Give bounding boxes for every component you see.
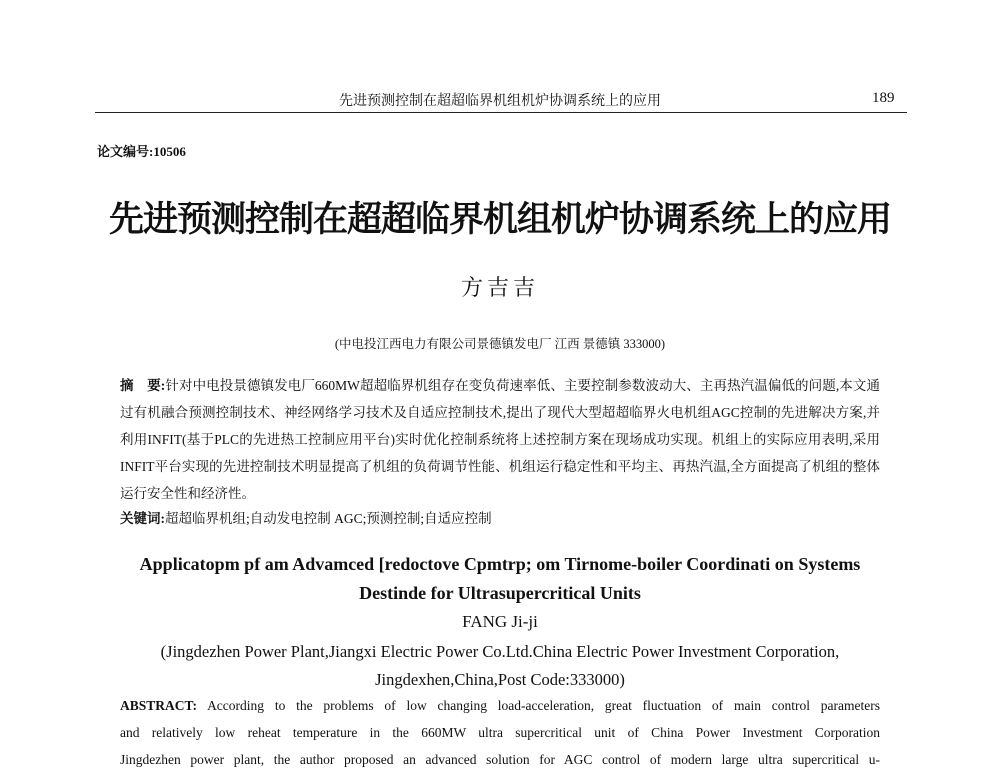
english-abstract-line [120, 692, 880, 719]
english-abstract-label: ABSTRACT: [120, 698, 198, 713]
page-number: 189 [872, 90, 895, 106]
english-affiliation-line: (Jingdezhen Power Plant,Jiangxi Electric Power Co.Ltd.China Electric Power Investment Corporation, [160, 642, 840, 661]
english-affiliation-line: Jingdexhen,China,Post Code:333000) [375, 670, 625, 689]
english-author: FANG Ji-ji [462, 612, 538, 631]
english-abstract-line: and relatively low reheat temperature in the 660MW ultra supercritical unit of China Power Investment Corporation [120, 725, 880, 740]
running-header-title: 先进预测控制在超超临界机组机炉协调系统上的应用 [339, 94, 661, 109]
english-abstract-line: Jingdezhen power plant, the author proposed an advanced solution for AGC control of modern large ultra supercritical u- [120, 752, 880, 767]
english-affiliation [110, 638, 890, 694]
abstract-text: 针对中电投景德镇发电厂660MW超超临界机组存在变负荷速率低、主要控制参数波动大、主再热汽温偏低的问题,本文通过有机融合预测控制技术、神经网络学习技术及自适应控制技术,提出了现代大型超超临界火电机组AGC控制的先进解决方案,并利用INFIT(基于PLC的先进热工控制应用平台)实时优化控制系统将上述控制方案在现场成功实现。机组上的实际应用表明,采用INFIT平台实现的先进控制技术明显提高了机组的负荷调节性能、机组运行稳定性和平均主、再热汽温,全方面提高了机组的整体运行安全性和经济性。 [120, 378, 880, 501]
paper-number: 论文编号:10506 [97, 144, 186, 159]
abstract-label: 摘 要: [120, 378, 166, 393]
keywords-label: 关键词: [120, 511, 165, 526]
english-title-line: Destinde for Ultrasupercritical Units [359, 583, 641, 603]
affiliation: (中电投江西电力有限公司景德镇发电厂 江西 景德镇 333000) [334, 337, 666, 351]
keywords-text: 超超临界机组;自动发电控制 AGC;预测控制;自适应控制 [165, 511, 492, 526]
abstract [120, 372, 880, 507]
author: 方吉吉 [460, 275, 539, 300]
english-abstract [120, 692, 880, 773]
paper-title: 先进预测控制在超超临界机组机炉协调系统上的应用 [108, 200, 891, 240]
english-title-line: Applicatopm pf am Advamced [redoctove Cpmtrp; om Tirnome-boiler Coordinati on Systems [139, 554, 861, 574]
english-abstract-text: According to the problems of low changing load-acceleration, great fluctuation of main control parameters [207, 698, 880, 713]
english-title [0, 550, 1000, 608]
header-rule [95, 112, 907, 113]
keywords [120, 507, 880, 527]
